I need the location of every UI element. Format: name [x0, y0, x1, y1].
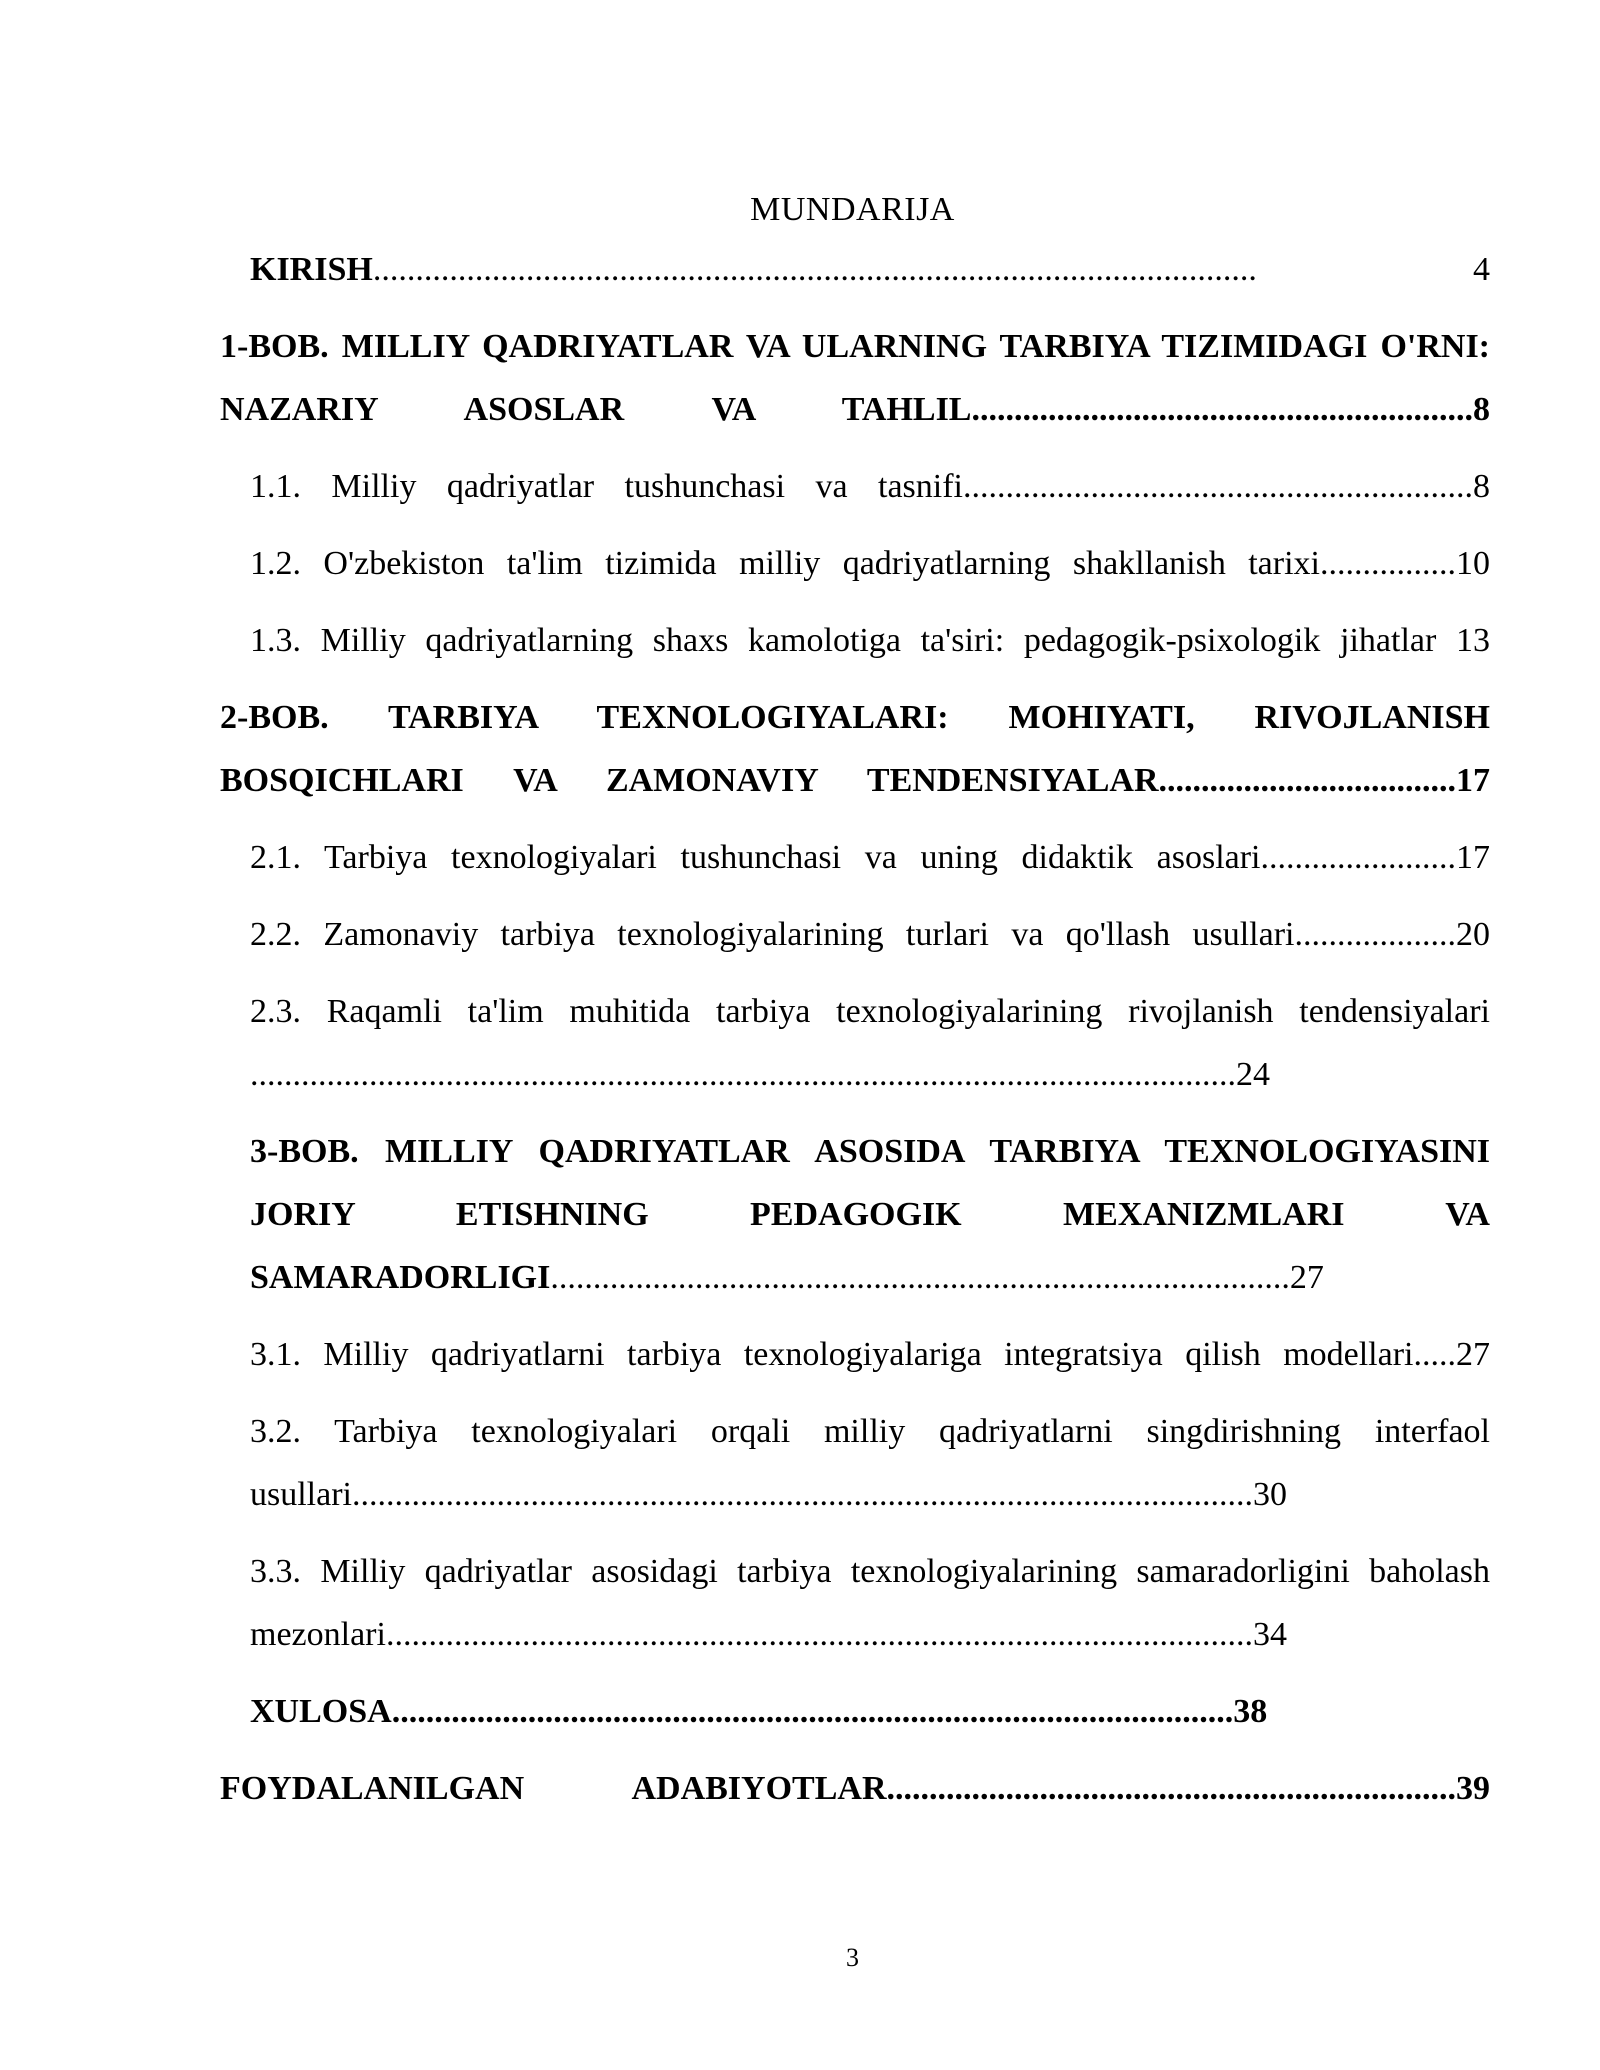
toc-entry-title: 3.2. Tarbiya texnologiyalari orqali milliy qadriyatlarni singdirishning interfaol usullari	[250, 1413, 1490, 1513]
toc-entry-title: 1.2. O'zbekiston ta'lim tizimida milliy qadriyatlarning shakllanish tarixi	[250, 545, 1320, 582]
toc-entry-leader: ...................................	[1158, 762, 1456, 799]
toc-entry-title: 3-BOB. MILLIY QADRIYATLAR ASOSIDA TARBIYA TEXNOLOGIYASINI JORIY ETISHNING PEDAGOGIK MEXANIZMLARI VA SAMARADORLIGI	[250, 1133, 1490, 1296]
toc-entry-kirish[interactable]	[220, 238, 1490, 301]
toc-entry-page: 27	[1289, 1259, 1324, 1296]
toc-entry-page: 30	[1252, 1476, 1287, 1513]
toc-entry-3-2[interactable]	[220, 1400, 1490, 1526]
toc-entry-xulosa[interactable]	[220, 1680, 1490, 1743]
toc-entry-leader: ....................................................................................................................	[250, 1056, 1236, 1093]
toc-entry-title: KIRISH	[250, 251, 373, 288]
toc-entry-page: 8	[1473, 468, 1490, 505]
toc-entry-title: 3.1. Milliy qadriyatlarni tarbiya texnologiyalariga integratsiya qilish modellari	[250, 1336, 1414, 1373]
toc-entry-3-1[interactable]	[220, 1323, 1490, 1386]
table-of-contents	[220, 238, 1490, 1834]
toc-entry-leader: ...........................................................	[971, 391, 1473, 428]
toc-entry-title: 1.3. Milliy qadriyatlarning shaxs kamolotiga ta'siri: pedagogik-psixologik jihatlar	[250, 622, 1437, 659]
toc-entry-page: 10	[1456, 545, 1490, 582]
toc-entry-2-1[interactable]	[220, 826, 1490, 889]
toc-entry-1-2[interactable]	[220, 532, 1490, 595]
toc-entry-leader: ......................................................................................................	[385, 1616, 1253, 1653]
toc-entry-title: XULOSA	[250, 1693, 392, 1730]
toc-entry-3-3[interactable]	[220, 1540, 1490, 1666]
toc-entry-title: 2.3. Raqamli ta'lim muhitida tarbiya texnologiyalarining rivojlanish tendensiyalari	[250, 993, 1490, 1030]
toc-entry-leader: ..........................................................................................................	[351, 1476, 1253, 1513]
toc-entry-chapter-2[interactable]	[220, 686, 1490, 812]
toc-entry-1-3[interactable]	[220, 609, 1490, 672]
toc-entry-title: 1.1. Milliy qadriyatlar tushunchasi va tasnifi	[250, 468, 963, 505]
toc-entry-page: 38	[1233, 1693, 1268, 1730]
toc-entry-page: 17	[1456, 839, 1490, 876]
toc-entry-page: 24	[1236, 1056, 1270, 1093]
toc-entry-title: 2-BOB. TARBIYA TEXNOLOGIYALARI: MOHIYATI, RIVOJLANISH BOSQICHLARI VA ZAMONAVIY TENDENSIYALAR	[220, 699, 1490, 799]
toc-entry-leader: ........................................................................................................	[372, 251, 1257, 288]
toc-entry-title: 2.1. Tarbiya texnologiyalari tushunchasi va uning didaktik asoslari	[250, 839, 1261, 876]
toc-entry-leader: ............................................................	[963, 468, 1473, 505]
toc-entry-leader: .......................................................................................	[550, 1259, 1290, 1296]
toc-entry-page: 39	[1456, 1770, 1490, 1807]
toc-entry-page: 20	[1456, 916, 1490, 953]
toc-entry-title: FOYDALANILGAN ADABIYOTLAR	[220, 1770, 887, 1807]
toc-entry-title: 2.2. Zamonaviy tarbiya texnologiyalarining turlari va qo'llash usullari	[250, 916, 1295, 953]
toc-entry-chapter-1[interactable]	[220, 315, 1490, 441]
toc-entry-2-2[interactable]	[220, 903, 1490, 966]
toc-entry-leader: ...................................................................................................	[391, 1693, 1234, 1730]
toc-heading: MUNDARIJA	[750, 191, 955, 228]
toc-entry-page: 34	[1252, 1616, 1287, 1653]
toc-entry-leader: .......................	[1260, 839, 1456, 876]
toc-entry-2-3[interactable]	[220, 980, 1490, 1106]
toc-entry-page: 8	[1473, 391, 1490, 428]
toc-entry-title: 3.3. Milliy qadriyatlar asosidagi tarbiya texnologiyalarining samaradorligini baholash mezonlari	[250, 1553, 1490, 1653]
toc-entry-1-1[interactable]	[220, 455, 1490, 518]
toc-entry-leader: ...................................................................	[886, 1770, 1456, 1807]
toc-entry-page: 13	[1436, 622, 1491, 659]
toc-entry-chapter-3[interactable]	[220, 1120, 1490, 1309]
toc-entry-leader: ...................	[1294, 916, 1456, 953]
toc-entry-references[interactable]	[220, 1757, 1490, 1820]
toc-entry-leader: ................	[1320, 545, 1456, 582]
page-number: 3	[846, 1943, 859, 1972]
toc-entry-page: 4	[1256, 251, 1490, 288]
toc-entry-title: 1-BOB. MILLIY QADRIYATLAR VA ULARNING TARBIYA TIZIMIDAGI O'RNI: NAZARIY ASOSLAR VA TAHLIL	[220, 328, 1490, 428]
toc-entry-page: 27	[1456, 1336, 1490, 1373]
toc-entry-page: 17	[1456, 762, 1490, 799]
toc-entry-leader: .....	[1413, 1336, 1456, 1373]
